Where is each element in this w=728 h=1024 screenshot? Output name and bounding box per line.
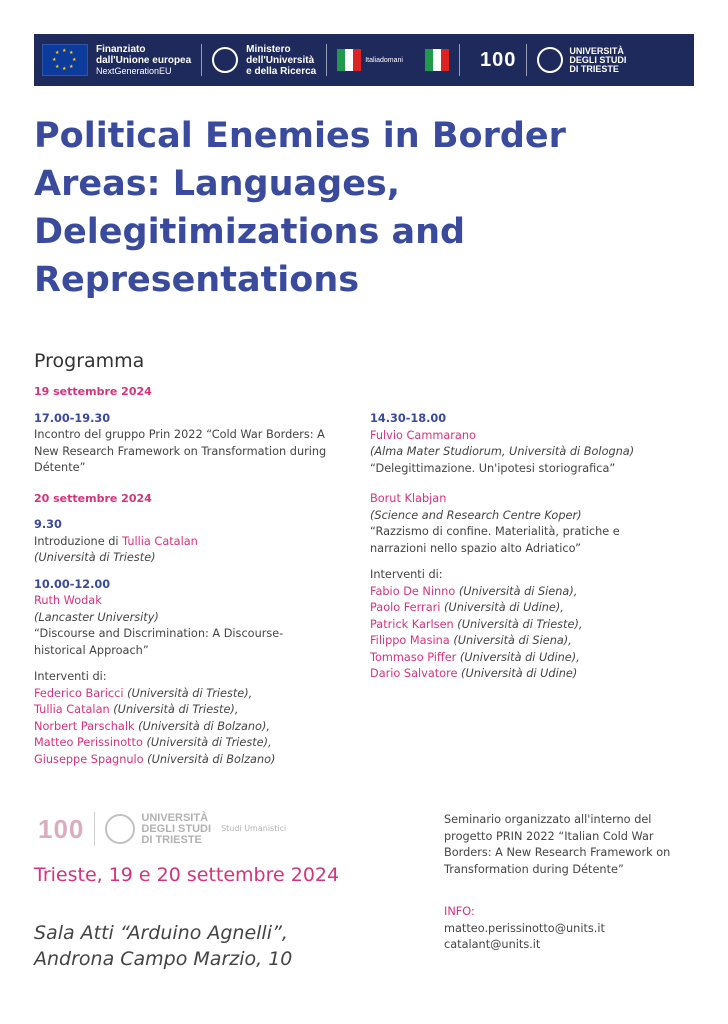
seminar-info <box>444 812 684 954</box>
university-name: UNIVERSITÀ DEGLI STUDI DI TRIESTE <box>141 811 212 846</box>
session3-talk1-title: “Delegittimazione. Un'ipotesi storiografica” <box>370 461 616 475</box>
session2-interventi-label: Interventi di: <box>34 670 107 683</box>
session3-time: 14.30-18.00 <box>370 412 447 425</box>
discussant-item: Federico Baricci (Università di Trieste), <box>34 686 253 700</box>
seminar-description: Seminario organizzato all'interno del progetto PRIN 2022 “Italian Cold War Borders: A New Research Framework on Transformation during Détente” <box>444 813 671 876</box>
event-title: Political Enemies in Border Areas: Languages, Delegitimizations and Representations <box>34 116 566 300</box>
day1-description: Incontro del gruppo Prin 2022 “Cold War Borders: A New Research Framework on Transformation during Détente” <box>34 428 327 474</box>
contact-email[interactable]: catalant@units.it <box>444 938 541 951</box>
divider <box>201 44 202 76</box>
centenary-logo: 100 <box>479 48 517 71</box>
university-name: UNIVERSITÀ DEGLI STUDI DI TRIESTE <box>569 45 627 74</box>
session3-speaker1: Fulvio Cammarano <box>370 428 476 442</box>
university-seal-icon <box>537 47 563 73</box>
italiadomani-logo: Italiadomani <box>365 56 403 64</box>
discussant-item: Fabio De Ninno (Università di Siena), <box>370 584 578 598</box>
programme-heading: Programma <box>34 350 145 372</box>
event-place-date: Trieste, 19 e 20 settembre 2024 <box>34 864 340 886</box>
italy-flag-icon <box>337 49 361 71</box>
discussant-item: Tullia Catalan (Università di Trieste), <box>34 703 239 716</box>
session1-time: 9.30 <box>34 518 62 531</box>
session1-affiliation: (Università di Trieste) <box>34 551 156 564</box>
divider <box>94 812 95 846</box>
eu-funding-text: Finanziato dall'Unione europea NextGenerationEU <box>96 43 192 76</box>
ministry-text: Ministero dell'Università e della Ricerca <box>246 43 317 77</box>
session3-speaker2: Borut Klabjan <box>370 492 447 505</box>
discussant-item: Giuseppe Spagnulo (Università di Bolzano) <box>34 752 276 766</box>
discussant-item: Matteo Perissinotto (Università di Trieste), <box>34 736 272 749</box>
session3-affiliation2: (Science and Research Centre Koper) <box>370 508 582 522</box>
session2-affiliation: (Lancaster University) <box>34 610 159 624</box>
funding-banner <box>34 34 694 86</box>
discussant-item: Paolo Ferrari (Università di Udine), <box>370 601 564 614</box>
centenary-logo: 100 <box>38 813 85 844</box>
speaker-name: Tullia Catalan <box>122 534 198 548</box>
session1-intro: Introduzione di Tullia Catalan <box>34 534 198 548</box>
divider <box>526 44 527 76</box>
day1-time: 17.00-19.30 <box>34 411 111 425</box>
session2-talk-title: “Discourse and Discrimination: A Discourse-historical Approach” <box>34 627 284 657</box>
discussant-item: Norbert Parschalk (Università di Bolzano), <box>34 719 270 733</box>
event-venue: Sala Atti “Arduino Agnelli”, Androna Campo Marzio, 10 <box>34 922 293 970</box>
info-label: INFO: <box>444 905 475 918</box>
italy-flag-icon <box>425 49 449 71</box>
discussant-item: Dario Salvatore (Università di Udine) <box>370 667 578 680</box>
programme-left-column <box>34 384 334 768</box>
university-seal-icon <box>105 814 135 844</box>
divider <box>459 44 460 76</box>
ministry-seal-icon <box>212 47 238 73</box>
session3-talk2-title: “Razzismo di confine. Materialità, pratiche e narrazioni nello spazio alto Adriatico” <box>370 525 620 555</box>
session2-speaker: Ruth Wodak <box>34 594 102 607</box>
discussant-item: Filippo Masina (Università di Siena), <box>370 634 572 647</box>
discussant-item: Tommaso Piffer (Università di Udine), <box>370 650 580 664</box>
contact-email[interactable]: matteo.perissinotto@units.it <box>444 921 605 935</box>
session3-interventi-label: Interventi di: <box>370 568 443 581</box>
session2-time: 10.00-12.00 <box>34 577 111 591</box>
programme-right-column <box>370 411 670 683</box>
day2-date: 20 settembre 2024 <box>34 491 152 505</box>
eu-flag-icon: ★ ★ ★ ★ ★ ★ ★ ★ <box>42 44 88 76</box>
footer-university-logo <box>38 812 286 846</box>
department-name: Studi Umanistici <box>221 824 287 833</box>
session3-affiliation1: (Alma Mater Studiorum, Università di Bologna) <box>370 445 635 458</box>
divider <box>326 44 327 76</box>
day1-date: 19 settembre 2024 <box>34 385 152 398</box>
discussant-item: Patrick Karlsen (Università di Trieste), <box>370 617 583 631</box>
